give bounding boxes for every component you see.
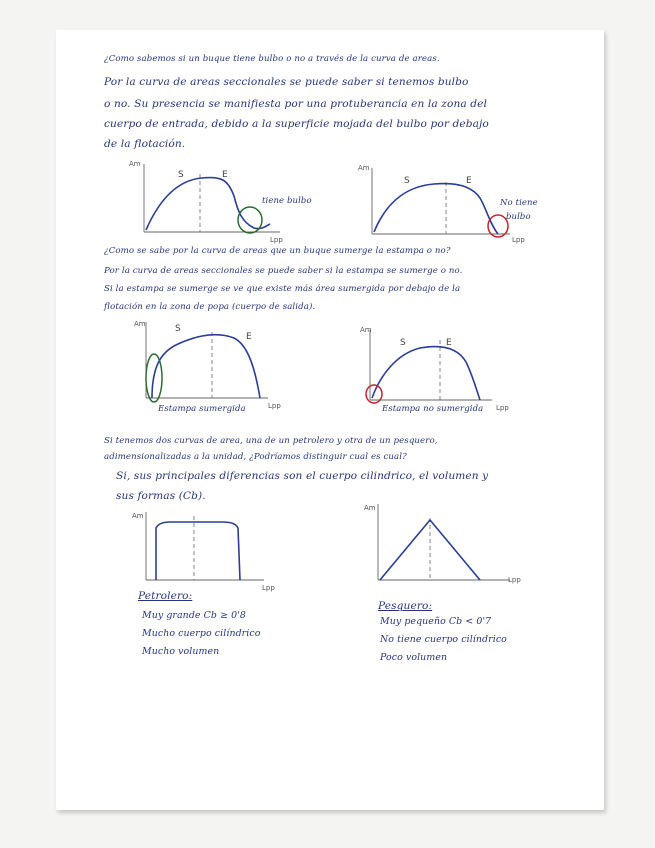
s1-line-3: o no. Su presencia se manifiesta por una protuberancia en la zona del: [104, 98, 488, 110]
s1-line-5: de la flotación.: [104, 138, 186, 150]
s3-line-2: adimensionalizadas a la unidad, ¿Podríamos distinguir cual es cual?: [104, 452, 407, 462]
petrolero-item-1: Muy grande Cb ≥ 0'8: [142, 610, 246, 621]
stern-graph-right: [362, 326, 502, 416]
g1-y-axis: Am: [129, 160, 141, 168]
pesquero-title: Pesquero:: [378, 600, 433, 612]
pesquero-item-3: Poco volumen: [380, 652, 448, 663]
s2-line-3: Si la estampa se sumerge se ve que existe más área sumergida por debajo de la: [104, 284, 461, 294]
g2-annotation-1: No tiene: [500, 198, 538, 208]
g2-y-axis: Am: [358, 164, 370, 172]
petrolero-item-3: Mucho volumen: [142, 646, 220, 657]
petrolero-title: Petrolero:: [138, 590, 193, 602]
g4-y-axis: Am: [360, 326, 372, 334]
s1-line-4: cuerpo de entrada, debido a la superficie mojada del bulbo por debajo: [104, 118, 489, 130]
g3-annotation: Estampa sumergida: [158, 404, 246, 414]
s2-line-2: Por la curva de areas seccionales se puede saber si la estampa se sumerge o no.: [104, 266, 463, 276]
g2-x-axis: Lpp: [512, 236, 525, 244]
s2-line-4: flotación en la zona de popa (cuerpo de salida).: [104, 302, 316, 312]
g2-label-s: S: [404, 176, 410, 186]
pesquero-item-2: No tiene cuerpo cilíndrico: [380, 634, 507, 645]
petrolero-item-2: Mucho cuerpo cilíndrico: [142, 628, 261, 639]
g2-label-e: E: [466, 176, 472, 186]
s1-line-2: Por la curva de areas seccionales se puede saber si tenemos bulbo: [104, 76, 469, 88]
g1-x-axis: Lpp: [270, 236, 283, 244]
g3-x-axis: Lpp: [268, 402, 281, 410]
g4-label-s: S: [400, 338, 406, 348]
g4-annotation: Estampa no sumergida: [382, 404, 484, 414]
s2-line-1: ¿Como se sabe por la curva de areas que un buque sumerge la estampa o no?: [104, 246, 451, 256]
g5-y-axis: Am: [132, 512, 144, 520]
g1-label-e: E: [222, 170, 228, 180]
g3-label-s: S: [175, 324, 181, 334]
s3-answer-1: Si, sus principales diferencias son el cuerpo cilindrico, el volumen y: [116, 470, 489, 482]
g6-y-axis: Am: [364, 504, 376, 512]
g3-label-e: E: [246, 332, 252, 342]
g1-annotation: tiene bulbo: [262, 196, 312, 206]
g1-label-s: S: [178, 170, 184, 180]
tanker-graph: [138, 508, 278, 592]
g2-annotation-2: bulbo: [506, 212, 531, 222]
pesquero-item-1: Muy pequeño Cb < 0'7: [380, 616, 492, 627]
g5-x-axis: Lpp: [262, 584, 275, 592]
g6-x-axis: Lpp: [508, 576, 521, 584]
s3-answer-2: sus formas (Cb).: [116, 490, 206, 502]
s3-line-1: Si tenemos dos curvas de area, una de un petrolero y otra de un pesquero,: [104, 436, 438, 446]
s1-line-1: ¿Como sabemos si un buque tiene bulbo o no a través de la curva de areas.: [104, 54, 440, 64]
g4-x-axis: Lpp: [496, 404, 509, 412]
fishing-vessel-graph: [370, 500, 520, 590]
g4-label-e: E: [446, 338, 452, 348]
g3-y-axis: Am: [134, 320, 146, 328]
stern-graph-left: [138, 318, 288, 414]
